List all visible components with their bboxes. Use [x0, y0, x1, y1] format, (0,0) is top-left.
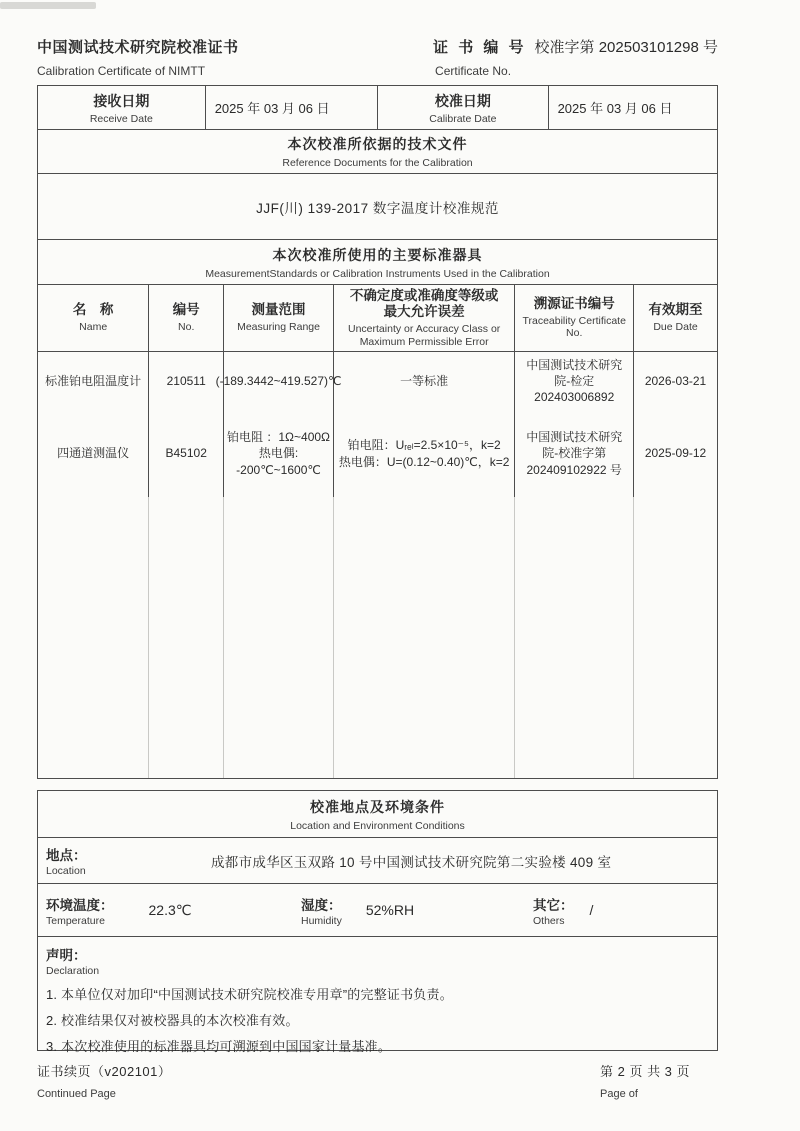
standards-table-empty-area — [38, 497, 717, 778]
location-row — [38, 838, 717, 884]
reference-section-title: 本次校准所依据的技术文件 Reference Documents for the Calibration — [38, 130, 717, 174]
temperature-label: 环境温度： Temperature — [46, 897, 114, 927]
declaration-section — [38, 937, 717, 1054]
column-header-due-date: 有效期至 Due Date — [648, 302, 703, 334]
due-date-column — [634, 352, 717, 497]
standard-2-no: B45102 — [165, 446, 207, 461]
standard-2-traceability: 中国测试技术研究院-校准字第 202409102922 号 — [526, 430, 623, 477]
column-header-uncertainty: 不确定度或准确度等级或 最大允许误差 Uncertainty or Accuracy Class or Maximum Permissible Error — [334, 285, 515, 351]
humidity-value: 52%RH — [365, 902, 415, 918]
standard-2-name: 四通道测温仪 — [57, 446, 130, 461]
temperature-value: 22.3℃ — [148, 901, 192, 918]
environment-section — [37, 790, 718, 1054]
continued-page-zh: 证书续页（v202101） — [37, 1064, 172, 1079]
environment-section-title: 校准地点及环境条件 Location and Environment Conditions — [38, 791, 717, 838]
header-right — [433, 36, 718, 78]
column-header-traceability: 溯源证书编号 Traceability Certificate No. — [515, 285, 634, 351]
uncertainty-column — [334, 352, 515, 497]
temperature-group — [46, 894, 301, 927]
standard-1-no: 210511 — [166, 373, 206, 388]
standards-section-title: 本次校准所使用的主要标准器具 MeasurementStandards or Calibration Instruments Used in the Calibration — [38, 240, 717, 285]
declaration-label-en: Declaration — [46, 965, 100, 977]
certificate-page — [37, 0, 718, 1100]
column-header-range: 测量范围 Measuring Range — [224, 285, 334, 351]
others-value: / — [589, 902, 594, 918]
receive-date-value: 2025 年 03 月 06 日 — [206, 86, 378, 129]
humidity-group — [301, 894, 533, 927]
standard-1-name: 标准铂电阻温度计 — [45, 373, 142, 388]
page-number-zh: 第 2 页 共 3 页 — [600, 1064, 691, 1079]
page-number-en: Page of — [600, 1088, 638, 1100]
humidity-label: 湿度： Humidity — [301, 897, 342, 927]
range-column — [215, 352, 342, 497]
certificate-title-en: Calibration Certificate of NIMTT — [37, 64, 206, 78]
column-header-name: 名 称 Name — [38, 285, 149, 351]
header-left — [37, 36, 239, 78]
declaration-label-zh: 声明： — [46, 948, 87, 963]
receive-date-label: 接收日期 Receive Date — [38, 86, 206, 129]
standards-table-header — [38, 285, 717, 352]
standard-1-uncertainty: 一等标准 — [400, 373, 449, 388]
standard-1-traceability: 中国测试技术研究院-检定 202403006892 — [526, 357, 623, 405]
certificate-no-label-zh: 证 书 编 号 — [433, 39, 527, 56]
certificate-title-zh: 中国测试技术研究院校准证书 — [37, 39, 239, 56]
name-column — [38, 352, 149, 497]
doc-header — [37, 36, 718, 78]
footer-left — [37, 1061, 171, 1100]
no-column — [149, 352, 224, 497]
others-group — [533, 894, 717, 927]
location-value: 成都市成华区玉双路 10 号中国测试技术研究院第二实验楼 409 室 — [211, 854, 612, 870]
certificate-no-label-en: Certificate No. — [435, 64, 512, 78]
standard-2-uncertainty: 铂电阻：Uᵣₑₗ=2.5×10⁻⁵，k=2 热电偶：U=(0.12~0.40)℃，k=2 — [338, 438, 510, 469]
standards-table-body — [38, 352, 717, 497]
page-footer — [37, 1061, 718, 1100]
declaration-item: 2. 校准结果仅对被校器具的本次校准有效。 — [46, 1013, 299, 1028]
footer-right — [600, 1061, 718, 1100]
standard-1-range: (-189.3442~419.527)℃ — [215, 373, 342, 388]
column-header-no: 编号 No. — [149, 285, 224, 351]
standard-2-due: 2025-09-12 — [644, 446, 707, 461]
traceability-column — [515, 352, 634, 497]
declaration-items — [46, 984, 707, 1055]
calibrate-date-label: 校准日期 Calibrate Date — [378, 86, 548, 129]
calibrate-date-value: 2025 年 03 月 06 日 — [557, 101, 673, 116]
environment-row — [38, 884, 717, 937]
declaration-item: 3. 本次校准使用的标准器具均可溯源到中国国家计量基准。 — [46, 1039, 392, 1054]
certificate-no-value: 校准字第 202503101298 号 — [534, 39, 718, 56]
continued-page-en: Continued Page — [37, 1088, 116, 1100]
main-table — [37, 85, 718, 779]
reference-document: JJF(川) 139-2017 数字温度计校准规范 — [38, 174, 717, 240]
declaration-item: 1. 本单位仅对加印“中国测试技术研究院校准专用章”的完整证书负责。 — [46, 987, 453, 1002]
standard-1-due: 2026-03-21 — [644, 373, 707, 388]
location-label: 地点： Location — [46, 848, 87, 877]
date-row — [38, 86, 717, 130]
standard-2-range: 铂电阻 ：1Ω~400Ω 热电偶: -200℃~1600℃ — [227, 430, 331, 477]
others-label: 其它： Others — [533, 897, 574, 927]
